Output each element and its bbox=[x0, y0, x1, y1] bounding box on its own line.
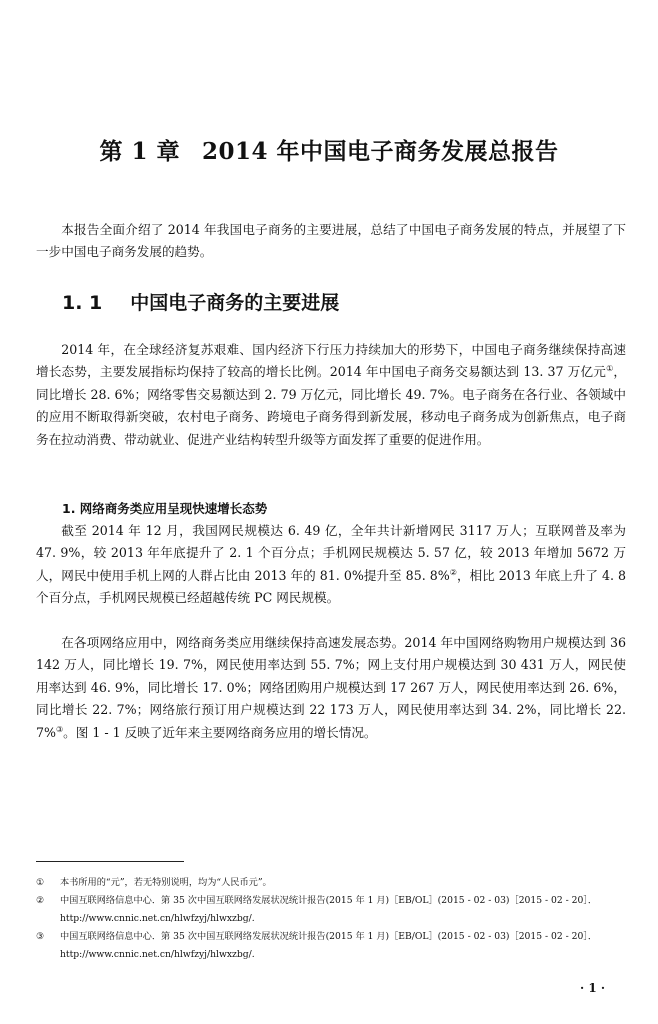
intro-paragraph: 本报告全面介绍了 2014 年我国电子商务的主要进展，总结了中国电子商务发展的特点，并展望了下一步中国电子商务发展的趋势。 bbox=[36, 222, 626, 260]
section-paragraph-text-1: 2014 年，在全球经济复苏艰难、国内经济下行压力持续加大的形势下，中国电子商务继续保持高速增长态势，主要发展指标均保持了较高的增长比例。2014 年中国电子商务交易额达到 13. 37 万亿元 bbox=[36, 342, 626, 380]
section-title: 中国电子商务的主要进展 bbox=[130, 292, 340, 314]
apps-paragraph-text-1: 在各项网络应用中，网络商务类应用继续保持高速发展态势。2014 年中国网络购物用户规模达到 36 142 万人，同比增长 19. 7%，网民使用率达到 55. 7%；网上支付用户规模达到 30 431 万人，网民使用率达到 46. 9%，同比增长 17. 0%；网络团购用户规模达到 17 267 万人，网民使用率达到 26. 6%，同比增长 22. 7%；网络旅行预订用户规模达到 22 173 万人，网民使用率达到 34. 2%，同比增长 22. 7% bbox=[36, 635, 626, 740]
netizens-paragraph bbox=[36, 520, 626, 610]
footnote-item bbox=[36, 892, 628, 928]
footnote-mark: ③ bbox=[36, 931, 45, 942]
netizens-paragraph-text-2: ，相比 2013 年底上升了 4. 8 个百分点，手机网民规模已经超越传统 PC 网民规模。 bbox=[36, 567, 627, 606]
subsection-heading: 1. 网络商务类应用呈现快速增长态势 bbox=[62, 501, 268, 516]
footnote-mark: ② bbox=[36, 895, 45, 906]
footnote-item bbox=[36, 874, 628, 892]
footnote-ref-2[interactable]: ② bbox=[449, 567, 457, 577]
section-number: 1. 1 bbox=[62, 292, 103, 314]
footnote-text: 中国互联网络信息中心．第 35 次中国互联网络发展状况统计报告(2015 年 1 月)［EB/OL］(2015 - 02 - 03)［2015 - 02 - 20］．http://www.cnnic.net.cn/hlwfzyj/hlwxzbg/. bbox=[60, 931, 598, 960]
chapter-title-text: 2014 年中国电子商务发展总报告 bbox=[202, 138, 559, 165]
footnote-ref-3[interactable]: ③ bbox=[55, 724, 64, 734]
page-number: · 1 · bbox=[580, 981, 606, 995]
section-paragraph bbox=[36, 339, 626, 451]
footnote-text: 中国互联网络信息中心．第 35 次中国互联网络发展状况统计报告(2015 年 1 月)［EB/OL］(2015 - 02 - 03)［2015 - 02 - 20］．http://www.cnnic.net.cn/hlwfzyj/hlwxzbg/. bbox=[60, 895, 598, 924]
apps-paragraph bbox=[36, 632, 626, 744]
apps-paragraph-text-2: 。图 1 - 1 反映了近年来主要网络商务应用的增长情况。 bbox=[63, 724, 377, 740]
section-heading bbox=[62, 288, 339, 315]
footnote-text: 本书所用的“元”，若无特别说明，均为“人民币元”。 bbox=[60, 877, 272, 888]
footnote-mark: ① bbox=[36, 877, 45, 888]
netizens-paragraph-text-1: 截至 2014 年 12 月，我国网民规模达 6. 49 亿，全年共计新增网民 3117 万人；互联网普及率为 47. 9%，较 2013 年年底提升了 2. 1 个百分点；手机网民规模达 5. 57 亿，较 2013 年增加 5672 万人，网民中使用手机上网的人群占比由 2013 年的 81. 0%提升至 85. 8% bbox=[36, 523, 626, 583]
footnote-item bbox=[36, 928, 628, 964]
footnotes bbox=[36, 874, 628, 964]
chapter-number: 第 1 章 bbox=[99, 138, 180, 165]
footnote-ref-1[interactable]: ① bbox=[606, 364, 614, 374]
footnote-divider bbox=[36, 861, 184, 862]
section-paragraph-text-2: ，同比增长 28. 6%；网络零售交易额达到 2. 79 万亿元，同比增长 49. 7%。电子商务在各行业、各领域中的应用不断取得新突破，农村电子商务、跨境电子商务得到新发展，移动电子商务成为创新焦点，电子商务在拉动消费、带动就业、促进产业结构转型升级等方面发挥了重要的促进作用。 bbox=[36, 364, 627, 447]
chapter-title bbox=[0, 133, 658, 166]
